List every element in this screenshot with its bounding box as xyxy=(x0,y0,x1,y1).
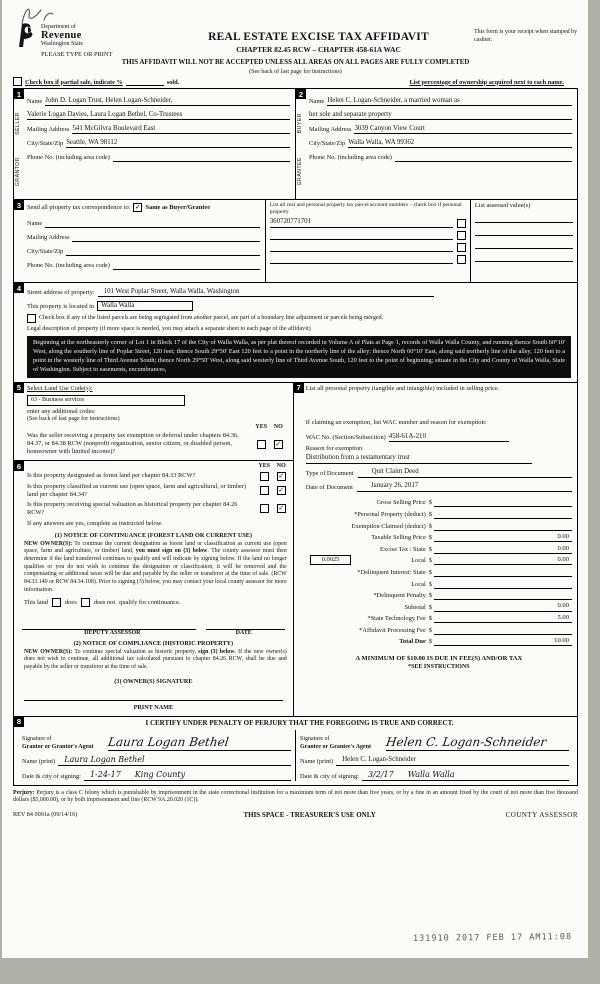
assessed-value-field[interactable] xyxy=(475,249,573,262)
section-4-property xyxy=(13,282,578,382)
sections-5-6-7-row xyxy=(13,382,578,717)
grantee-signature-block xyxy=(295,730,573,781)
section-2-buyer xyxy=(295,88,578,200)
wac-row xyxy=(306,429,572,442)
excise-local-row: 0.0025 Local $ 0.00 xyxy=(306,554,572,566)
segregated-label: Check box if any of the listed parcels are being segregated from another parcel, are part of a boundary line adjustment or parcels being merged. xyxy=(39,315,384,322)
does-not-checkbox[interactable] xyxy=(81,598,90,607)
additional-codes-label: enter any additional codes: xyxy=(27,408,96,416)
buyer-name-value: Helen C. Logan-Schneider, a married woman as xyxy=(327,97,572,107)
personal-property-deduct-field[interactable] xyxy=(434,510,572,519)
seller-citystate-value: Seattle, WA 98112 xyxy=(66,139,290,149)
forest-yes-checkbox[interactable] xyxy=(260,472,269,481)
affidavit-processing-fee-field[interactable] xyxy=(434,626,572,635)
form-title: REAL ESTATE EXCISE TAX AFFIDAVIT xyxy=(208,31,429,43)
excise-state-row: Excise Tax : State $ 0.00 xyxy=(306,542,572,554)
receipt-note: This form is your receipt when stamped by cashier. xyxy=(474,29,578,43)
notice-continuance-title: (1) NOTICE OF CONTINUANCE (FOREST LAND OR CURRENT USE) xyxy=(54,531,252,539)
section-5-badge: 5 xyxy=(14,383,24,393)
taxable-selling-price-row: Taxable Selling Price $ 0.00 xyxy=(306,531,572,543)
buyer-mailing-value: 3039 Canyon View Court xyxy=(354,125,572,135)
document-type-row xyxy=(306,464,572,478)
parcel-4-field[interactable] xyxy=(270,255,453,264)
seller-name-value-2: Valerie Logan Davies, Laura Logan Bethel, Co-Trustees xyxy=(27,111,290,121)
grantor-date-city-value: 1-24-17 King County xyxy=(84,770,291,781)
grantor-name-print-label: Name (print) xyxy=(22,757,56,765)
land-use-select[interactable]: 63 - Business services xyxy=(27,395,185,407)
deferral-question-row xyxy=(14,431,290,457)
buyer-mailing-label: Mailing Address xyxy=(309,126,352,134)
delinquent-interest-state-field[interactable] xyxy=(434,568,572,577)
correspondence-block xyxy=(14,200,265,282)
excise-state-line: 0.00 xyxy=(434,545,572,554)
section-1-seller xyxy=(13,88,296,200)
segregated-checkbox[interactable] xyxy=(27,314,36,323)
notice-compliance-text: NEW OWNER(S): To continue special valuation as historic property, sign (3) below. If the new owner(s) does not wish to continue, all additional tax calculated pursuant to chapter 84.26 RCW, shall be due and payable by the seller or transferor at the time of sale. xyxy=(24,648,287,670)
does-label: does xyxy=(64,598,77,606)
forest-no-checkbox[interactable]: ✓ xyxy=(278,471,285,480)
parcel-number-value: 360720771701 xyxy=(270,218,453,228)
exemption-claimed-row: Exemption Claimed (deduct) $ xyxy=(306,519,572,531)
current-use-yes-checkbox[interactable] xyxy=(260,486,269,495)
tax-computation-table xyxy=(306,496,572,647)
seller-name-label: Name xyxy=(27,98,43,106)
certify-statement: I CERTIFY UNDER PENALTY OF PERJURY THAT THE FOREGOING IS TRUE AND CORRECT. xyxy=(145,719,454,728)
grantor-signature-label: Signature of Grantor or Grantor's Agent xyxy=(22,736,94,750)
sold-label: sold. xyxy=(166,78,180,86)
ownership-note: List percentage of ownership acquired next to each name. xyxy=(409,78,564,86)
buyer-phone-label: Phone No. (including area code) xyxy=(309,154,392,162)
affidavit-processing-fee-row: *Affidavit Processing Fee $ xyxy=(306,623,572,635)
gross-selling-price-field[interactable] xyxy=(434,498,572,507)
treasurer-space-label: THIS SPACE - TREASURER'S USE ONLY xyxy=(243,811,376,820)
partial-sale-label: Check box if partial sale, indicate % xyxy=(25,78,123,86)
reason-exemption-value: Distribution from a testamentary trust xyxy=(306,454,532,464)
grantor-name-print-value: Laura Logan Bethel xyxy=(58,755,291,766)
parcel-1-personal-checkbox[interactable] xyxy=(457,219,466,228)
parcel-2-field[interactable] xyxy=(270,231,453,240)
section-2-badge: 2 xyxy=(296,89,306,99)
print-name-label: PRINT NAME xyxy=(133,704,174,712)
exemption-label: If claiming an exemption, list WAC number and reason for exemption: xyxy=(305,419,487,427)
total-due-line: 10.00 xyxy=(434,637,572,646)
deferral-question: Was the seller receiving a property tax exemption or deferral under chapters 84.36, 84.37, or 84.38 RCW (nonprofit organization, senior citizen, or disabled person, homeowner with limited income)? xyxy=(27,432,239,456)
gross-selling-price-row: Gross Selling Price $ xyxy=(306,496,572,508)
notice-continuance-text: NEW OWNER(S): To continue the current designation as forest land or classification as current use (open space, farm and agriculture, or timber) land, you must sign on (3) below. The county assessor must then determine if the land transferred continues to qualify and will indicate by signing below. If the land no longer qualifies or you do not wish to continue the designation or classification, it will be removed and the compensating or additional taxes will be due and payable by the seller or transferor at the time of sale. (RCW 84.33.140 or RCW 84.34.108). Prior to signing (3) below, you may contact your local county assessor for more information. xyxy=(24,540,287,593)
wac-label: WAC No. (Section/Subsection) xyxy=(305,434,386,442)
grantor-signature-field[interactable] xyxy=(108,730,291,751)
grantee-signature-label: Signature of Grantee or Grantee's Agent xyxy=(300,736,372,750)
section-8-certification xyxy=(13,716,578,786)
form-number: REV 84 0001a (09/14/16) xyxy=(13,811,78,819)
footer-row xyxy=(13,811,578,820)
document-date-row xyxy=(306,478,572,492)
this-land-label: This land xyxy=(24,598,48,606)
does-not-label: does not xyxy=(93,598,116,606)
corr-mailing-label: Mailing Address xyxy=(27,234,70,242)
section-7-badge: 7 xyxy=(294,383,304,393)
legal-description-text: Beginning at the northeasterly corner of Lot 1 in Block 17 of the City of Walla Walla, as per plat thereof recorded in Volume A of Plats at Page 1, records of Walla Walla County, and running thence South 60°10' West, along the southerly line of Poplar Street, 120 feet; thence South 29°50' East 120 feet to a point in the northerly line of the alley; thence North 60°10' East, along said northerly line of the alley, 120 feet to a point in the westerly line of Third Avenue South; thence North 29°50' West, along said westerly line of Third Avenue South, 120 feet to the point of beginning; situate in the City and County of Walla Walla, State of Washington. Subject to easements, encumbrances, xyxy=(27,336,571,378)
grantor-date-city-label: Date & city of signing: xyxy=(22,772,81,780)
form-header xyxy=(13,22,578,58)
reason-exemption-label: Reason for exemption xyxy=(305,445,363,453)
document-date-label: Date of Document xyxy=(305,483,353,491)
historic-no-checkbox[interactable]: ✓ xyxy=(278,504,285,513)
dept-of: Department of xyxy=(41,24,76,30)
document-type-value: Quit Claim Deed xyxy=(358,468,572,478)
qualify-label: qualify for continuance. xyxy=(119,598,181,606)
state-name: Washington State xyxy=(41,41,84,48)
partial-sale-row xyxy=(13,77,578,86)
date-label: DATE xyxy=(235,630,252,637)
cashier-date-stamp: 131910 2017 FEB 17 AM11:08 xyxy=(412,932,573,945)
buyer-name-label: Name xyxy=(309,98,325,106)
deputy-assessor-signature-field[interactable] xyxy=(22,619,196,630)
seller-mailing-label: Mailing Address xyxy=(27,126,70,134)
grantee-signature: Helen C. Logan-Schneider xyxy=(385,734,548,749)
see-back-note: (See back of last page for instructions) xyxy=(249,68,342,75)
corr-phone-field[interactable] xyxy=(113,261,260,270)
seller-mailing-value: 541 McGilvra Boulevard East xyxy=(72,125,290,135)
notice-compliance-title: (2) NOTICE OF COMPLIANCE (HISTORIC PROPERTY) xyxy=(73,639,234,647)
seller-phone-label: Phone No. (including area code) xyxy=(27,154,110,162)
current-use-question: Is this property classified as current use (open space, farm and agricultural, or timber) land per chapter 84.34? xyxy=(27,482,247,498)
wac-value: 458-61A-210 xyxy=(389,433,509,443)
buyer-citystate-value: Walla Walla, WA 99362 xyxy=(348,139,572,149)
section-8-badge: 8 xyxy=(14,717,24,727)
parcel-3-personal-checkbox[interactable] xyxy=(457,243,466,252)
delinquent-interest-state-row: *Delinquent Interest: State $ xyxy=(306,565,572,577)
seller-side-label: SELLER GRANTOR xyxy=(15,112,22,187)
county-assessor-label: COUNTY ASSESSOR xyxy=(505,811,578,820)
delinquent-interest-local-field[interactable] xyxy=(434,579,572,588)
assessed-value-field[interactable] xyxy=(475,223,573,236)
grantee-name-print-value: Helen C. Logan-Schneider xyxy=(336,756,569,766)
buyer-name-value-2: her sole and separate property xyxy=(309,111,572,121)
grantee-signature-field[interactable] xyxy=(386,730,569,751)
grantor-signature-block xyxy=(18,730,295,781)
grantee-name-print-label: Name (print) xyxy=(300,757,334,765)
historic-question: Is this property receiving special valuation as historical property per chapter 84.26 RCW? xyxy=(27,500,238,516)
section-5-land-use xyxy=(14,383,293,462)
minimum-fee-note: A MINIMUM OF $10.00 IS DUE IN FEE(S) AND/OR TAX xyxy=(355,655,523,663)
excise-local-line: 0.00 xyxy=(434,556,572,565)
buyer-citystate-label: City/State/Zip xyxy=(309,140,346,148)
assessed-value-field[interactable] xyxy=(475,236,573,249)
delinquent-penalty-row: *Delinquent Penalty $ xyxy=(306,589,572,601)
yes-no-header-6: YES NO xyxy=(258,463,286,470)
parcel-2-personal-checkbox[interactable] xyxy=(457,231,466,240)
perjury-note: Perjury: Perjury is a class C felony which is punishable by imprisonment in the state correctional institution for a maximum term of not more than five years, or by a fine in an amount fixed by the court of not more than five thousand dollars ($5,000.00), or by both imprisonment and fine (RCW 9A.20.020 (1C)). xyxy=(13,789,578,804)
delinquent-penalty-field[interactable] xyxy=(434,591,572,600)
handwritten-mark xyxy=(16,2,56,28)
parcel-numbers-block xyxy=(265,200,470,282)
correspondence-label: Send all property tax correspondence to: xyxy=(27,203,131,211)
subtotal-row: Subtotal $ 0.00 xyxy=(306,600,572,612)
document-type-label: Type of Document xyxy=(305,469,354,477)
located-in-value: Walla Walla xyxy=(97,301,193,312)
historic-yes-checkbox[interactable] xyxy=(260,504,269,513)
section-6-badge: 6 xyxy=(14,461,24,471)
corr-mailing-field[interactable] xyxy=(72,233,259,242)
section-3-badge: 3 xyxy=(14,200,24,210)
assessed-values-block xyxy=(470,200,577,282)
document-date-value: January 26, 2017 xyxy=(357,482,572,492)
state-technology-fee-row: *State Technology Fee $ 5.00 xyxy=(306,612,572,624)
personal-property-label: List all personal property (tangible and intangible) included in selling price. xyxy=(305,384,500,392)
corr-name-label: Name xyxy=(27,220,43,228)
partial-sale-percent-field[interactable] xyxy=(126,85,164,86)
owners-signature-title: (3) OWNER(S) SIGNATURE xyxy=(114,677,193,685)
personal-property-field[interactable] xyxy=(306,393,572,417)
forest-land-question-row xyxy=(14,471,293,482)
section-3-correspondence xyxy=(13,199,578,283)
current-use-question-row xyxy=(14,482,293,500)
parcel-4-personal-checkbox[interactable] xyxy=(457,255,466,264)
section-6-designation xyxy=(14,461,293,716)
buyer-phone-field[interactable] xyxy=(395,153,572,162)
yes-no-header-5: YES NO xyxy=(255,423,283,430)
land-use-label: Select Land Use Code(s): xyxy=(27,384,93,392)
corr-phone-label: Phone No. (including area code) xyxy=(27,262,110,270)
deferral-yes-checkbox[interactable] xyxy=(257,440,266,449)
taxable-selling-price-line: 0.00 xyxy=(434,533,572,542)
deputy-assessor-lines xyxy=(22,619,285,630)
located-in-label: This property is located in xyxy=(27,303,95,311)
grantor-signature: Laura Logan Bethel xyxy=(107,734,230,749)
seller-citystate-label: City/State/Zip xyxy=(27,140,64,148)
assessed-value-field[interactable] xyxy=(475,210,573,223)
same-as-buyer-checkbox[interactable]: ✓ xyxy=(135,203,141,212)
affidavit-page xyxy=(2,0,588,958)
deputy-assessor-label: DEPUTY ASSESSOR xyxy=(84,630,141,637)
parties-row xyxy=(13,89,578,200)
parcel-header: List all real and personal property tax parcel account numbers – check box if personal property xyxy=(269,202,462,216)
street-address-label: Street address of property: xyxy=(27,289,95,297)
revenue-wordmark: Revenue xyxy=(41,30,82,42)
title-block xyxy=(163,22,474,55)
section-4-badge: 4 xyxy=(14,283,24,293)
same-as-buyer-label: Same as Buyer/Grantee xyxy=(145,203,211,211)
current-use-no-checkbox[interactable]: ✓ xyxy=(278,486,285,495)
continuance-qualify-row xyxy=(14,594,293,607)
corr-citystate-field[interactable] xyxy=(66,247,259,256)
street-address-value: 101 West Poplar Street, Walla Walla, Washington xyxy=(98,288,434,298)
assessed-values-header: List assessed value(s) xyxy=(474,202,531,210)
if-yes-note: If any answers are yes, complete as instructed below. xyxy=(27,519,163,527)
delinquent-interest-local-row: Local $ xyxy=(306,577,572,589)
deputy-assessor-labels xyxy=(14,630,293,638)
forest-land-question: Is this property designated as forest land per chapter 84.33 RCW? xyxy=(27,471,196,479)
grantee-date-city-label: Date & city of signing: xyxy=(300,772,359,780)
buyer-side-label: BUYER GRANTEE xyxy=(297,113,304,186)
seller-name-value: John D. Logan Trust, Helen Logan-Schneider, xyxy=(45,97,290,107)
see-back-note-5: (See back of last page for instructions) xyxy=(27,416,120,423)
see-instructions-note: *SEE INSTRUCTIONS xyxy=(408,663,470,670)
parcel-3-field[interactable] xyxy=(270,243,453,252)
section-1-badge: 1 xyxy=(14,89,24,99)
exemption-claimed-field[interactable] xyxy=(434,521,572,530)
seller-phone-field[interactable] xyxy=(113,153,290,162)
please-type-note: PLEASE TYPE OR PRINT xyxy=(41,50,113,58)
section-7-tax xyxy=(294,383,577,716)
left-column xyxy=(14,383,294,716)
partial-sale-checkbox[interactable] xyxy=(13,77,22,86)
acceptance-warning: THIS AFFIDAVIT WILL NOT BE ACCEPTED UNLESS ALL AREAS ON ALL PAGES ARE FULLY COMPLETED xyxy=(121,59,470,67)
total-due-row: Total Due $ 10.00 xyxy=(306,635,572,647)
historic-question-row xyxy=(14,500,293,518)
corr-name-field[interactable] xyxy=(45,219,259,228)
deferral-no-checkbox[interactable]: ✓ xyxy=(275,439,282,448)
subtotal-line: 0.00 xyxy=(434,602,572,611)
does-checkbox[interactable] xyxy=(52,598,61,607)
owners-signature-field[interactable] xyxy=(24,685,283,701)
corr-citystate-label: City/State/Zip xyxy=(27,248,64,256)
state-technology-fee-line: 5.00 xyxy=(434,614,572,623)
grantee-date-city-value: 3/2/17 Walla Walla xyxy=(362,770,569,781)
chapter-line: CHAPTER 82.45 RCW – CHAPTER 458-61A WAC xyxy=(236,45,401,55)
legal-description-label: Legal description of property (if more space is needed, you may attach a separate sheet to each page of the affidavit) xyxy=(27,326,311,333)
personal-property-deduct-row: *Personal Property (deduct) $ xyxy=(306,507,572,519)
deputy-date-field[interactable] xyxy=(206,619,285,630)
local-rate-box: 0.0025 xyxy=(310,555,352,565)
